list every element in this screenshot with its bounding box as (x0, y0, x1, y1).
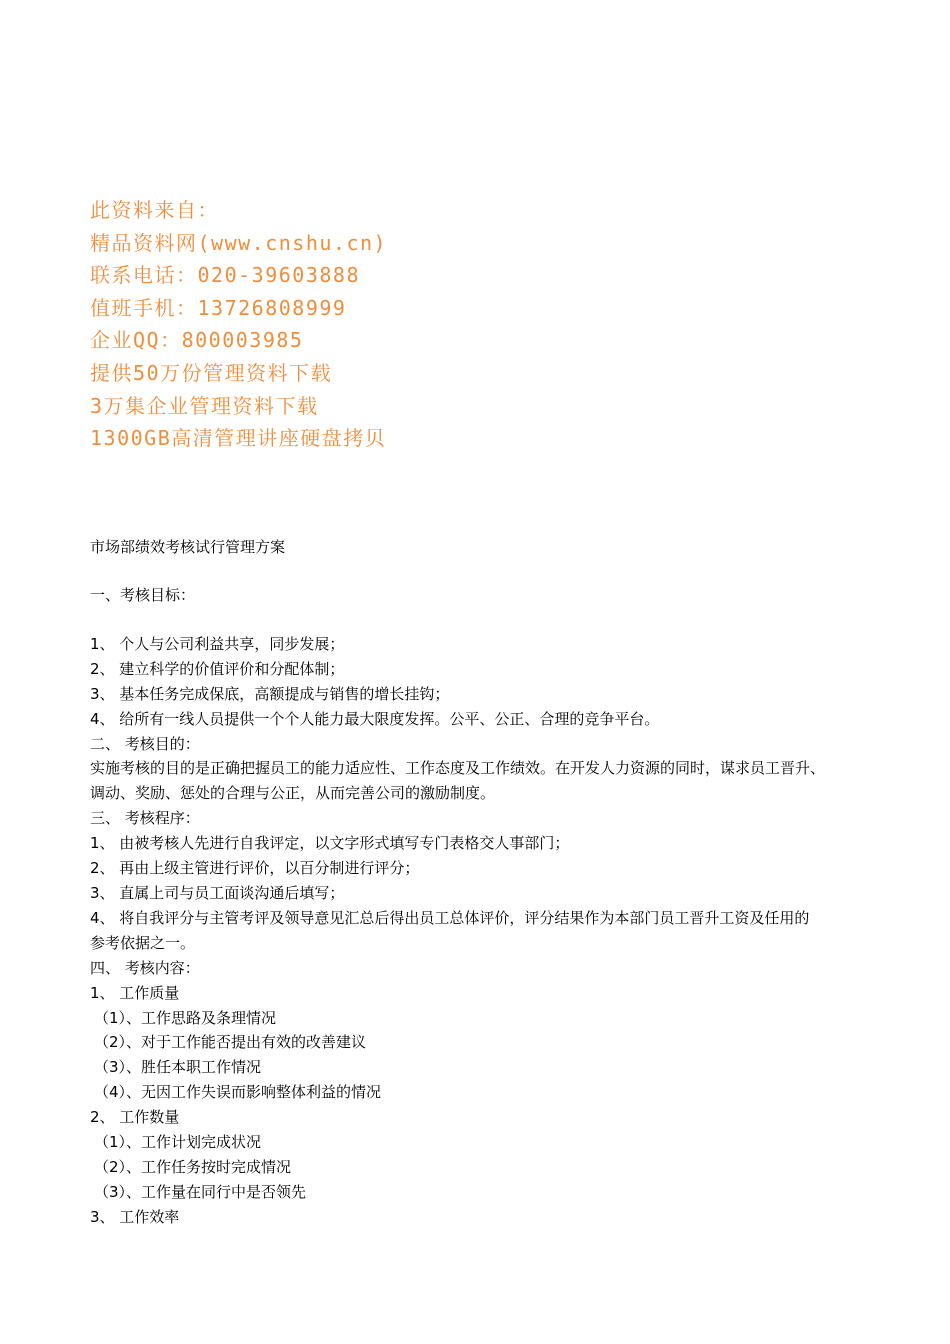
list-item: 1、 由被考核人先进行自我评定，以文字形式填写专门表格交人事部门； (90, 834, 570, 853)
sub-list-item: （1）、工作思路及条理情况 (94, 1008, 277, 1027)
promo-offer-line-2: 3万集企业管理资料下载 (90, 393, 319, 418)
list-item: 3、 基本任务完成保底，高额提成与销售的增长挂钩； (90, 684, 450, 703)
promo-phone-line: 联系电话：020-39603888 (90, 263, 360, 288)
document-title: 市场部绩效考核试行管理方案 (90, 538, 286, 556)
list-item: 3、 直属上司与员工面谈沟通后填写； (90, 883, 345, 902)
sub-list-item: （3）、工作量在同行中是否领先 (94, 1182, 307, 1201)
promo-qq-line: 企业QQ：800003985 (90, 328, 304, 353)
sub-list-item: （2）、对于工作能否提出有效的改善建议 (94, 1033, 367, 1052)
list-item: 4、 给所有一线人员提供一个个人能力最大限度发挥。公平、公正、合理的竞争平台。 (90, 709, 660, 728)
sub-list-item: （1）、工作计划完成状况 (94, 1133, 262, 1152)
list-item: 4、 将自我评分与主管考评及领导意见汇总后得出员工总体评价，评分结果作为本部门员工晋升工资及任用的 (90, 908, 810, 927)
paragraph-line: 调动、奖励、惩处的合理与公正，从而完善公司的激励制度。 (90, 784, 496, 803)
list-item: 2、 工作数量 (90, 1108, 180, 1127)
promo-mobile-line: 值班手机：13726808999 (90, 295, 347, 320)
promo-source-line: 此资料来自： (90, 198, 219, 222)
document-body (90, 535, 880, 1230)
list-item: 1、 个人与公司利益共享，同步发展； (90, 634, 345, 653)
list-item: 3、 工作效率 (90, 1207, 180, 1226)
paragraph-line: 实施考核的目的是正确把握员工的能力适应性、工作态度及工作绩效。在开发人力资源的同时，谋求员工晋升、 (90, 759, 826, 778)
sub-list-item: （2）、工作任务按时完成情况 (94, 1157, 292, 1176)
section-heading-procedure: 三、 考核程序： (90, 809, 200, 828)
section-heading-content: 四、 考核内容： (90, 958, 200, 977)
promo-offer-line-1: 提供50万份管理资料下载 (90, 360, 333, 385)
spacer (90, 608, 880, 632)
list-item: 2、 再由上级主管进行评价，以百分制进行评分； (90, 859, 420, 878)
section-heading-purpose: 二、 考核目的： (90, 734, 200, 753)
list-item: 2、 建立科学的价值评价和分配体制； (90, 659, 345, 678)
promo-block (90, 194, 510, 455)
spacer (90, 559, 880, 583)
promo-offer-line-3: 1300GB高清管理讲座硬盘拷贝 (90, 426, 387, 451)
promo-website-line: 精品资料网(www.cnshu.cn) (90, 230, 388, 255)
sub-list-item: （3）、胜任本职工作情况 (94, 1058, 262, 1077)
list-item: 1、 工作质量 (90, 983, 180, 1002)
section-heading-goals: 一、考核目标： (90, 586, 196, 604)
sub-list-item: （4）、无因工作失误而影响整体利益的情况 (94, 1083, 382, 1102)
list-item-continuation: 参考依据之一。 (90, 933, 196, 952)
